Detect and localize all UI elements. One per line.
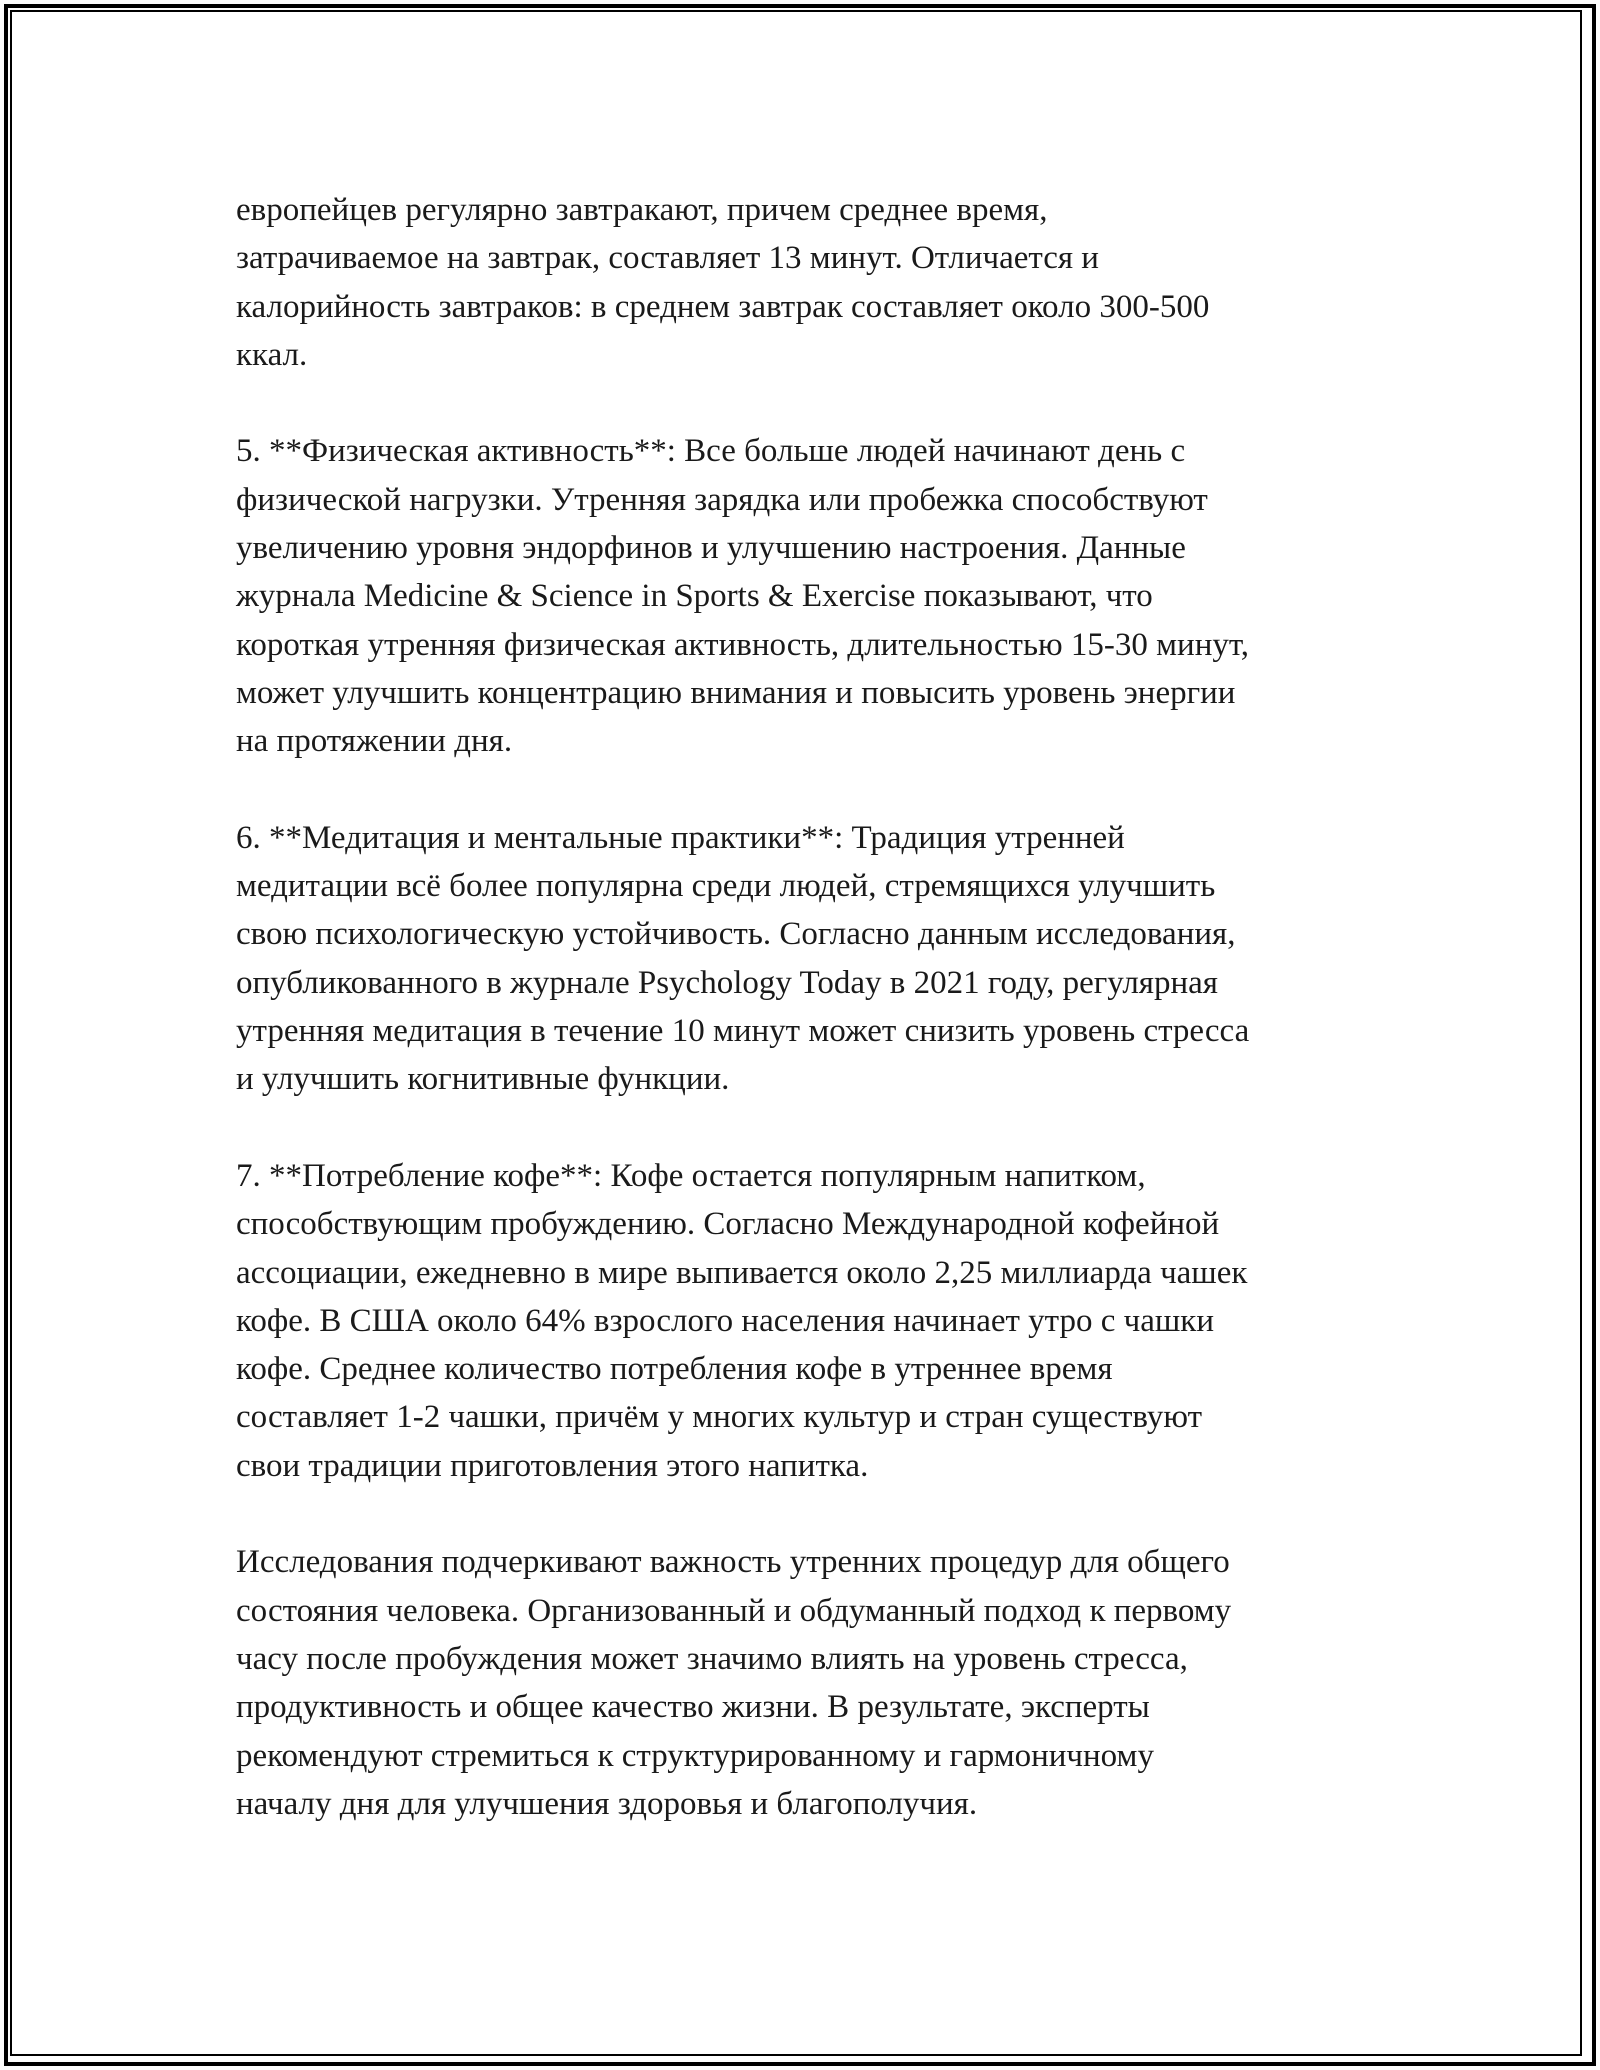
- paragraph-meditation: 6. **Медитация и ментальные практики**: Традиция утренней медитации всё более популярна среди людей, стремящихся улучшить свою психологическую устойчивость. Согласно данным исследования, опубликованного в журнале Psychology Today в 2021 году, регулярная утренняя медитация в течение 10 минут может снизить уровень стресса и улучшить когнитивные функции.: [236, 819, 1250, 1098]
- paragraph-coffee: 7. **Потребление кофе**: Кофе остается популярным напитком, способствующим пробуждению. Согласно Международной кофейной ассоциации, ежедневно в мире выпивается около 2,25 миллиарда чашек кофе. В США около 64% взрослого населения начинает утро с чашки кофе. Среднее количество потребления кофе в утреннее время составляет 1-2 чашки, причём у многих культур и стран существуют свои традиции приготовления этого напитка.: [236, 1157, 1248, 1484]
- document-body: [236, 186, 1386, 1828]
- paragraph-physical-activity: 5. **Физическая активность**: Все больше людей начинают день с физической нагрузки. Утренняя зарядка или пробежка способствуют увеличению уровня эндорфинов и улучшению настроения. Данные журнала Medicine & Science in Sports & Exercise показывают, что короткая утренняя физическая активность, длительностью 15-30 минут, может улучшить концентрацию внимания и повысить уровень энергии на протяжении дня.: [236, 433, 1250, 760]
- paragraph-conclusion: Исследования подчеркивают важность утренних процедур для общего состояния человека. Организованный и обдуманный подход к первому часу после пробуждения может значимо влиять на уровень стресса, продуктивность и общее качество жизни. В результате, эксперты рекомендуют стремиться к структурированному и гармоничному началу дня для улучшения здоровья и благополучия.: [236, 1544, 1232, 1822]
- paragraph-breakfast-continuation: европейцев регулярно завтракают, причем среднее время, затрачиваемое на завтрак, составляет 13 минут. Отличается и калорийность завтраков: в среднем завтрак составляет около 300-500 ккал.: [236, 192, 1210, 373]
